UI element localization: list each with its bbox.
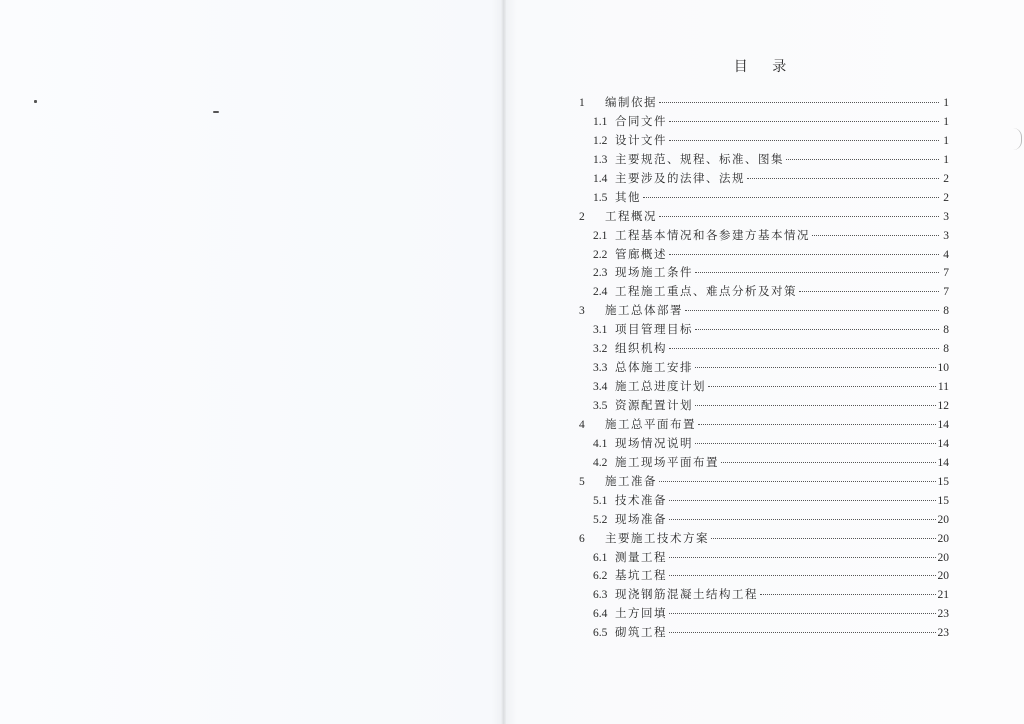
toc-entry <box>579 227 949 246</box>
toc-entry <box>579 94 949 113</box>
toc-entry-number: 6 <box>579 532 585 545</box>
toc-entry-page-number: 1 <box>943 153 949 166</box>
toc-dot-leader <box>721 462 936 463</box>
toc-entry-label: 技术准备 <box>615 492 667 507</box>
toc-dot-leader <box>669 575 936 576</box>
left-page-blank <box>0 0 503 724</box>
toc-entry-number: 3.3 <box>593 362 608 375</box>
toc-entry-number: 6.2 <box>593 570 608 583</box>
toc-entry-label: 基坑工程 <box>615 568 667 583</box>
toc-entry <box>579 113 949 132</box>
toc-entry <box>579 435 949 454</box>
scan-speck <box>34 100 37 103</box>
toc-entry-label: 编制依据 <box>605 95 657 109</box>
toc-dot-leader <box>659 102 939 103</box>
toc-entry-number: 4.1 <box>593 437 608 450</box>
toc-dot-leader <box>711 538 936 539</box>
toc-entry-label: 组织机构 <box>615 341 667 356</box>
toc-entry-page-number: 7 <box>943 286 949 299</box>
toc-entry <box>579 170 949 189</box>
toc-entry-page-number: 8 <box>943 343 949 356</box>
toc-entry <box>579 605 949 624</box>
toc-entry-label: 其他 <box>615 189 641 204</box>
toc-entry-number: 1.4 <box>593 172 608 185</box>
toc-entry-label: 施工准备 <box>605 473 657 488</box>
toc-entry-number: 3 <box>579 305 585 318</box>
toc-entry-page-number: 20 <box>937 570 949 583</box>
toc-entry <box>579 132 949 151</box>
toc-entry-number: 1.2 <box>593 134 608 147</box>
toc-entry-number: 2.2 <box>593 248 608 261</box>
toc-entry-label: 工程基本情况和各参建方基本情况 <box>615 227 810 242</box>
toc-entry-number: 3.2 <box>593 343 608 356</box>
toc-entry-page-number: 4 <box>943 248 949 261</box>
toc-entry-label: 工程施工重点、难点分析及对策 <box>615 284 797 299</box>
toc-entry-page-number: 12 <box>937 400 949 412</box>
toc-entry-label: 砌筑工程 <box>615 625 667 640</box>
toc-entry-number: 2.4 <box>593 286 608 299</box>
toc-dot-leader <box>659 481 936 482</box>
toc-entry-label: 项目管理目标 <box>615 322 693 337</box>
right-page-toc <box>505 0 1024 724</box>
toc-entry-label: 土方回填 <box>615 606 667 621</box>
toc-entry <box>579 511 949 530</box>
toc-entry <box>579 264 949 283</box>
toc-entry-page-number: 2 <box>943 191 949 204</box>
toc-entry-number: 3.5 <box>593 400 608 412</box>
toc-entry-label: 主要施工技术方案 <box>605 530 709 545</box>
toc-dot-leader <box>669 519 936 520</box>
toc-dot-leader <box>669 500 936 501</box>
toc-entry-page-number: 1 <box>943 115 949 128</box>
toc-entry-label: 现场施工条件 <box>615 265 693 280</box>
toc-entry-page-number: 11 <box>937 381 949 394</box>
toc-entry-page-number: 15 <box>937 494 949 507</box>
toc-dot-leader <box>698 424 936 425</box>
toc-entry-label: 合同文件 <box>615 113 667 128</box>
toc-entry <box>579 321 949 340</box>
toc-entry-number: 5 <box>579 475 585 488</box>
toc-entry-number: 1.3 <box>593 153 608 166</box>
toc-entry-number: 2.3 <box>593 267 608 280</box>
toc-dot-leader <box>669 632 936 633</box>
toc-entry-label: 设计文件 <box>615 132 667 147</box>
toc-entry <box>579 473 949 492</box>
toc-dot-leader <box>786 159 939 160</box>
toc-entry <box>579 283 949 302</box>
toc-entry-number: 1.5 <box>593 191 608 204</box>
toc-entry-page-number: 1 <box>943 134 949 147</box>
toc-entry-page-number: 2 <box>943 172 949 185</box>
toc-entry <box>579 549 949 568</box>
toc-entry-page-number: 23 <box>937 608 949 621</box>
toc-dot-leader <box>695 272 939 273</box>
toc-entry-label: 现浇钢筋混凝土结构工程 <box>615 587 758 602</box>
toc-entry-number: 6.4 <box>593 608 608 621</box>
toc-entry-label: 工程概况 <box>605 208 657 223</box>
toc-entry <box>579 246 949 265</box>
toc-entry-page-number: 20 <box>937 551 949 564</box>
toc-entry-number: 4 <box>579 418 585 431</box>
toc-dot-leader <box>747 178 939 179</box>
toc-entry-label: 主要涉及的法律、法规 <box>615 170 745 185</box>
toc-dot-leader <box>669 254 939 255</box>
toc-list <box>579 94 949 643</box>
toc-dot-leader <box>659 216 939 217</box>
toc-dot-leader <box>760 594 936 595</box>
toc-dot-leader <box>695 329 939 330</box>
toc-entry-page-number: 8 <box>943 324 949 337</box>
toc-entry-number: 1.1 <box>593 115 608 128</box>
toc-dot-leader <box>669 348 939 349</box>
toc-entry-page-number: 20 <box>937 513 949 526</box>
toc-entry-page-number: 14 <box>937 456 949 469</box>
toc-entry-page-number: 7 <box>943 267 949 280</box>
toc-entry-label: 资源配置计划 <box>615 398 693 412</box>
toc-entry-number: 6.5 <box>593 627 608 640</box>
toc-entry-page-number: 14 <box>937 418 949 431</box>
toc-entry-label: 管廊概述 <box>615 246 667 261</box>
toc-entry-number: 5.1 <box>593 494 608 507</box>
toc-dot-leader <box>669 140 939 141</box>
toc-dot-leader <box>799 291 939 292</box>
toc-entry-page-number: 8 <box>943 305 949 318</box>
toc-entry <box>579 151 949 170</box>
toc-entry <box>579 586 949 605</box>
toc-entry <box>579 454 949 473</box>
toc-entry-number: 3.4 <box>593 381 608 394</box>
toc-entry-number: 2.1 <box>593 229 608 242</box>
toc-entry-number: 3.1 <box>593 324 608 337</box>
toc-entry-page-number: 20 <box>937 532 949 545</box>
toc-dot-leader <box>812 235 939 236</box>
toc-entry-number: 5.2 <box>593 513 608 526</box>
toc-entry-number: 1 <box>579 97 585 109</box>
toc-entry-label: 施工现场平面布置 <box>615 454 719 469</box>
toc-entry-label: 施工总体部署 <box>605 303 683 318</box>
toc-entry <box>579 492 949 511</box>
toc-dot-leader <box>708 386 936 387</box>
page-edge-mark <box>1013 128 1022 150</box>
toc-entry-page-number: 10 <box>937 362 949 375</box>
toc-entry-page-number: 3 <box>943 229 949 242</box>
toc-entry-label: 总体施工安排 <box>615 360 693 375</box>
toc-entry-label: 主要规范、规程、标准、图集 <box>615 151 784 166</box>
toc-entry-page-number: 14 <box>937 437 949 450</box>
toc-entry <box>579 397 949 416</box>
toc-dot-leader <box>669 557 936 558</box>
toc-entry-label: 施工总平面布置 <box>605 416 696 431</box>
toc-entry-number: 2 <box>579 210 585 223</box>
toc-dot-leader <box>669 121 939 122</box>
toc-dot-leader <box>669 613 936 614</box>
toc-entry-page-number: 1 <box>943 97 949 109</box>
toc-dot-leader <box>695 405 936 406</box>
toc-entry-page-number: 15 <box>937 475 949 488</box>
toc-dot-leader <box>643 197 939 198</box>
toc-entry <box>579 359 949 378</box>
scan-speck <box>213 111 219 113</box>
toc-entry <box>579 567 949 586</box>
toc-entry-number: 4.2 <box>593 456 608 469</box>
toc-dot-leader <box>685 310 939 311</box>
toc-entry-page-number: 3 <box>943 210 949 223</box>
toc-entry <box>579 208 949 227</box>
toc-entry-number: 6.1 <box>593 551 608 564</box>
toc-entry <box>579 189 949 208</box>
toc-title: 目 录 <box>733 59 797 75</box>
toc-entry <box>579 302 949 321</box>
toc-dot-leader <box>695 367 936 368</box>
toc-entry <box>579 624 949 643</box>
toc-dot-leader <box>695 443 936 444</box>
toc-entry-label: 施工总进度计划 <box>615 379 706 394</box>
toc-entry <box>579 340 949 359</box>
toc-entry-label: 测量工程 <box>615 549 667 564</box>
toc-entry <box>579 530 949 549</box>
toc-entry-label: 现场情况说明 <box>615 435 693 450</box>
toc-entry-label: 现场准备 <box>615 511 667 526</box>
toc-entry-page-number: 23 <box>937 627 949 640</box>
toc-entry-page-number: 21 <box>937 589 949 602</box>
toc-entry-number: 6.3 <box>593 589 608 602</box>
toc-entry <box>579 416 949 435</box>
toc-entry <box>579 378 949 397</box>
